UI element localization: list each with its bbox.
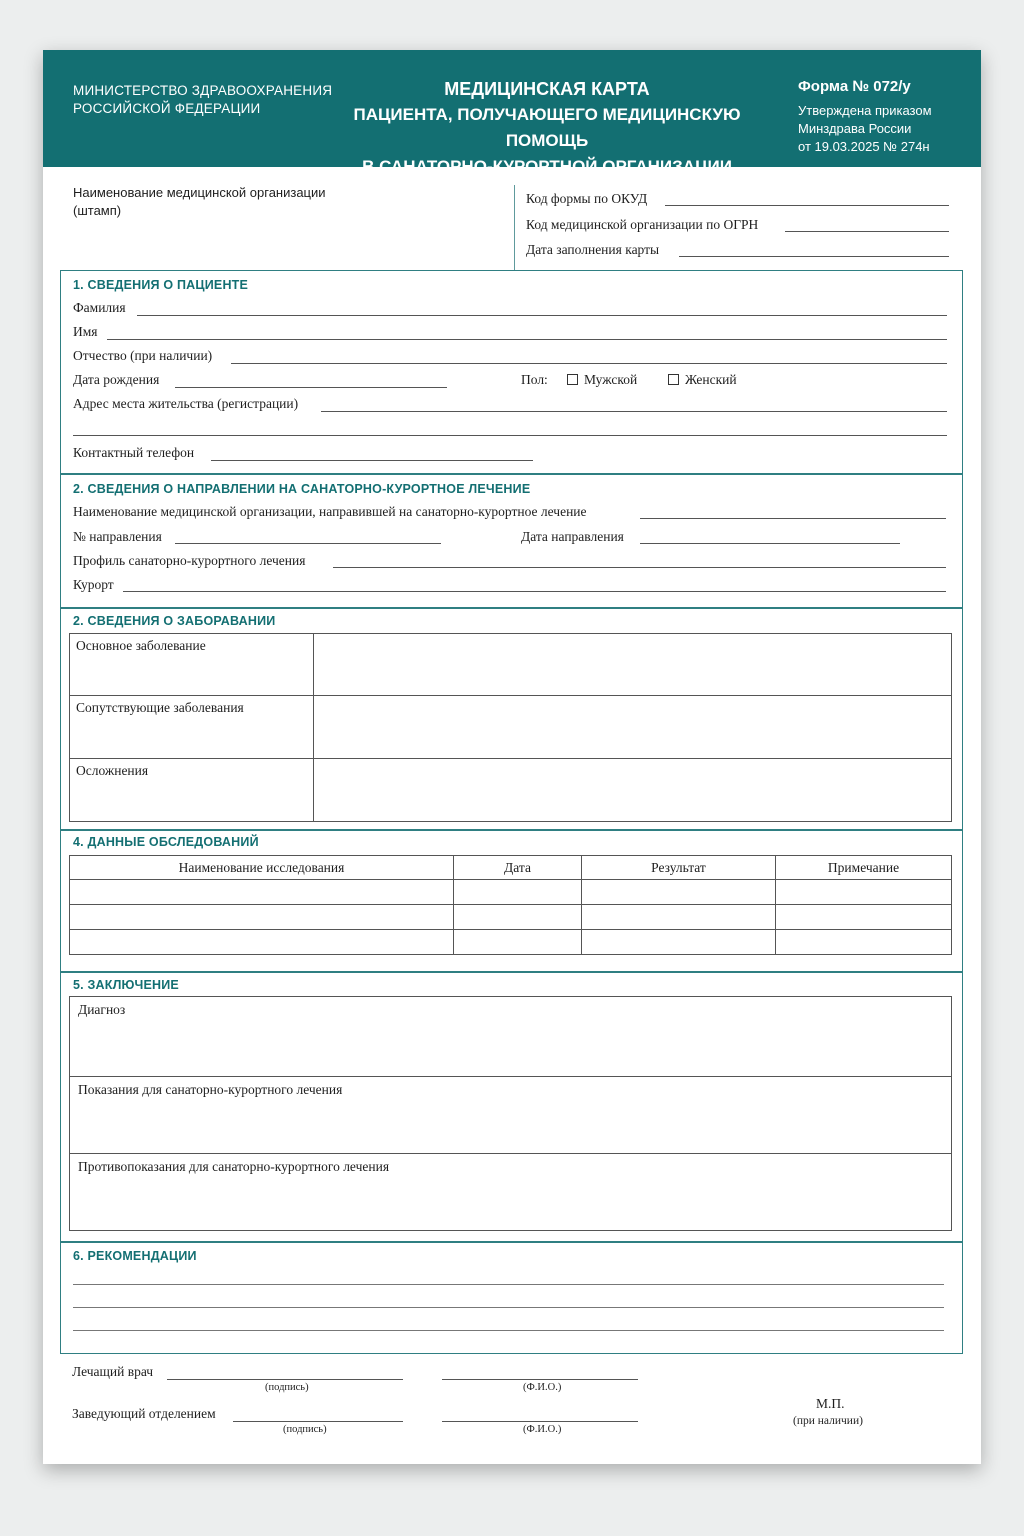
table-cell[interactable] <box>454 930 582 955</box>
profile-field[interactable] <box>333 567 946 568</box>
approved-line-1: Утверждена приказом <box>798 103 932 118</box>
phone-label: Контактный телефон <box>73 445 195 460</box>
okud-label: Код формы по ОКУД <box>526 191 648 206</box>
diagnosis-field[interactable]: Диагноз <box>70 997 952 1077</box>
ministry-name <box>73 82 332 118</box>
disease-row-label: Основное заболевание <box>70 634 314 696</box>
doctor-signature-field[interactable] <box>167 1379 403 1380</box>
table-cell[interactable] <box>776 880 952 905</box>
ogrn-field[interactable] <box>785 231 949 232</box>
birth-date-field[interactable] <box>175 387 447 388</box>
referral-no-label: № направления <box>73 529 162 544</box>
surname-field[interactable] <box>137 315 947 316</box>
table-cell[interactable] <box>70 930 454 955</box>
table-cell[interactable] <box>454 905 582 930</box>
address-field[interactable] <box>321 411 947 412</box>
table-cell[interactable] <box>454 880 582 905</box>
fill-date-label: Дата заполнения карты <box>526 242 660 257</box>
conclusion-table <box>69 996 952 1231</box>
doctor-name-hint: (Ф.И.О.) <box>523 1382 562 1393</box>
doctor-name-field[interactable] <box>442 1379 638 1380</box>
column-header: Дата <box>454 856 582 880</box>
table-cell[interactable] <box>776 930 952 955</box>
surname-label: Фамилия <box>73 300 126 315</box>
doctor-signature-hint: (подпись) <box>265 1382 309 1393</box>
section-5-title: 5. ЗАКЛЮЧЕНИЕ <box>73 978 179 992</box>
approved-line-2: Минздрава России <box>798 121 912 136</box>
section-3-title: 2. СВЕДЕНИЯ О ЗАБОРАВАНИИ <box>73 614 276 628</box>
patronymic-label: Отчество (при наличии) <box>73 348 213 363</box>
head-name-hint: (Ф.И.О.) <box>523 1424 562 1435</box>
head-signature-field[interactable] <box>233 1421 403 1422</box>
table-row[interactable] <box>70 1077 952 1154</box>
table-row <box>70 930 952 955</box>
recommendations-line-2[interactable] <box>73 1307 944 1308</box>
title-line-2: ПАЦИЕНТА, ПОЛУЧАЮЩЕГО МЕДИЦИНСКУЮ ПОМОЩЬ <box>353 105 741 150</box>
doctor-label: Лечащий врач <box>72 1364 154 1379</box>
referring-org-label: Наименование медицинской организации, направившей на санаторно-курортное лечение <box>73 504 587 519</box>
form-sheet <box>43 50 981 1464</box>
disease-row-field[interactable] <box>314 759 952 822</box>
top-divider <box>514 185 515 270</box>
table-row[interactable] <box>70 1154 952 1231</box>
section-6-title: 6. РЕКОМЕНДАЦИИ <box>73 1249 197 1263</box>
female-checkbox[interactable] <box>668 374 679 385</box>
male-checkbox[interactable] <box>567 374 578 385</box>
table-row[interactable] <box>70 997 952 1077</box>
table-row <box>70 696 952 759</box>
resort-label: Курорт <box>73 577 114 592</box>
recommendations-line-1[interactable] <box>73 1284 944 1285</box>
indications-field[interactable]: Показания для санаторно-курортного лечения <box>70 1077 952 1154</box>
examinations-table <box>69 855 952 955</box>
referral-no-field[interactable] <box>175 543 441 544</box>
sex-male-option[interactable] <box>567 372 637 388</box>
female-label: Женский <box>685 372 737 387</box>
diseases-table <box>69 633 952 822</box>
approved-line-3: от 19.03.2025 № 274н <box>798 139 930 154</box>
stamp-label: (штамп) <box>73 203 122 218</box>
table-row <box>70 880 952 905</box>
org-name-label: Наименование медицинской организации <box>73 185 326 200</box>
stamp-place: М.П. <box>816 1396 845 1411</box>
address-field-line-2[interactable] <box>73 435 947 436</box>
referring-org-field[interactable] <box>640 518 946 519</box>
title-line-3: В САНАТОРНО-КУРОРТНОЙ ОРГАНИЗАЦИИ <box>362 157 732 176</box>
table-cell[interactable] <box>70 880 454 905</box>
name-field[interactable] <box>107 339 947 340</box>
ogrn-label: Код медицинской организации по ОГРН <box>526 217 759 232</box>
address-label: Адрес места жительства (регистрации) <box>73 396 299 411</box>
name-label: Имя <box>73 324 98 339</box>
head-name-field[interactable] <box>442 1421 638 1422</box>
ministry-line-1: МИНИСТЕРСТВО ЗДРАВООХРАНЕНИЯ <box>73 83 333 98</box>
disease-row-field[interactable] <box>314 634 952 696</box>
sex-label: Пол: <box>521 372 548 387</box>
referral-date-field[interactable] <box>640 543 900 544</box>
stamp-hint: (при наличии) <box>793 1415 863 1427</box>
table-cell[interactable] <box>70 905 454 930</box>
form-title <box>323 76 771 180</box>
birth-date-label: Дата рождения <box>73 372 160 387</box>
section-1-title: 1. СВЕДЕНИЯ О ПАЦИЕНТЕ <box>73 278 249 292</box>
column-header: Наименование исследования <box>70 856 454 880</box>
sex-female-option[interactable] <box>668 372 737 388</box>
patronymic-field[interactable] <box>231 363 947 364</box>
contraindications-field[interactable]: Противопоказания для санаторно-курортного лечения <box>70 1154 952 1231</box>
disease-row-field[interactable] <box>314 696 952 759</box>
form-header <box>43 50 981 176</box>
recommendations-line-3[interactable] <box>73 1330 944 1331</box>
table-row <box>70 634 952 696</box>
section-patient <box>60 270 963 475</box>
ministry-line-2: РОССИЙСКОЙ ФЕДЕРАЦИИ <box>73 101 261 116</box>
head-signature-hint: (подпись) <box>283 1424 327 1435</box>
profile-label: Профиль санаторно-курортного лечения <box>73 553 306 568</box>
form-number: Форма № 072/у <box>798 78 911 95</box>
title-line-1: МЕДИЦИНСКАЯ КАРТА <box>444 79 650 99</box>
column-header: Примечание <box>776 856 952 880</box>
table-row <box>70 759 952 822</box>
fill-date-field[interactable] <box>679 256 949 257</box>
table-cell[interactable] <box>582 930 776 955</box>
resort-field[interactable] <box>123 591 946 592</box>
okud-field[interactable] <box>665 205 949 206</box>
table-cell[interactable] <box>582 905 776 930</box>
disease-row-label: Сопутствующие заболевания <box>70 696 314 759</box>
head-label: Заведующий отделением <box>72 1406 216 1421</box>
section-4-title: 4. ДАННЫЕ ОБСЛЕДОВАНИЙ <box>73 835 259 849</box>
table-header-row <box>70 856 952 880</box>
referral-date-label: Дата направления <box>521 529 624 544</box>
table-cell[interactable] <box>582 880 776 905</box>
disease-row-label: Осложнения <box>70 759 314 822</box>
column-header: Результат <box>582 856 776 880</box>
male-label: Мужской <box>584 372 638 387</box>
table-row <box>70 905 952 930</box>
section-2-title: 2. СВЕДЕНИЯ О НАПРАВЛЕНИИ НА САНАТОРНО-КУРОРТНОЕ ЛЕЧЕНИЕ <box>73 482 531 496</box>
phone-field[interactable] <box>211 460 533 461</box>
form-approval <box>798 78 932 156</box>
table-cell[interactable] <box>776 905 952 930</box>
